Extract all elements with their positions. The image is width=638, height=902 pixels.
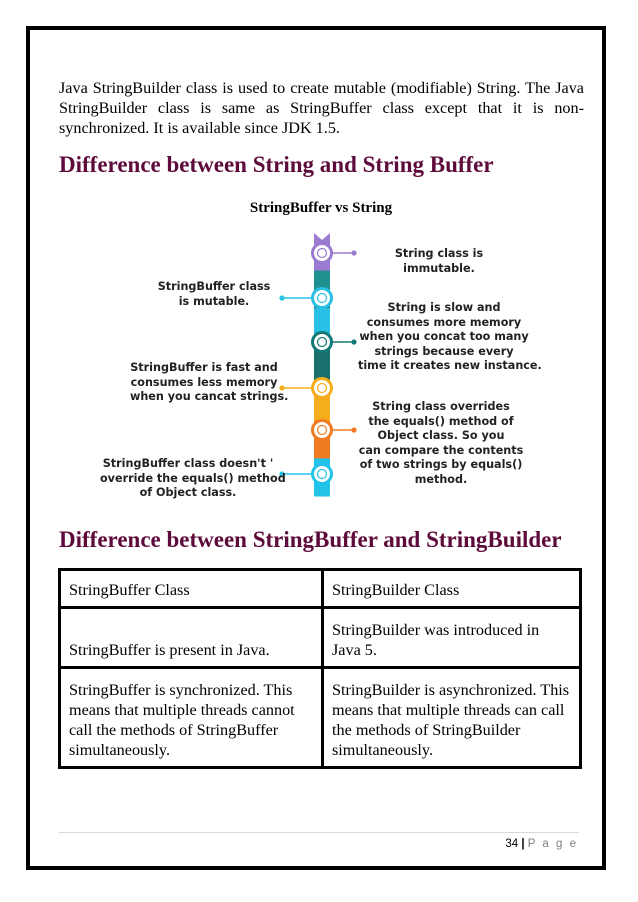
timeline-node-inner <box>318 249 327 258</box>
infographic-title: StringBuffer vs String <box>249 200 393 216</box>
intro-paragraph: Java StringBuilder class is used to create mutable (modifiable) String. The Java StringBuilder class is same as StringBuffer class except that it is non-synchronized. It is available since JDK 1.5. <box>59 79 584 137</box>
timeline-node-inner <box>318 426 327 435</box>
heading-string-vs-stringbuffer: Difference between String and String Buffer <box>59 152 494 177</box>
note-string-immutable: String class is immutable. <box>394 247 484 275</box>
connector-dot <box>351 427 356 432</box>
comparison-table <box>58 568 582 769</box>
stringbuffer-vs-string-infographic <box>96 198 546 503</box>
connector-dot <box>351 250 356 255</box>
page-footer <box>505 838 578 850</box>
note-stringbuffer-fast: StringBuffer is fast and consumes less memory when you cancat strings. <box>130 361 289 403</box>
table-header-row <box>60 570 581 608</box>
timeline-node-inner <box>318 470 327 479</box>
table-header-cell: StringBuilder Class <box>323 570 581 608</box>
timeline-node-inner <box>318 384 327 393</box>
note-string-slow: String is slow and consumes more memory when you concat too many strings because every time it creates new instance. <box>358 301 542 372</box>
note-stringbuffer-mutable: StringBuffer class is mutable. <box>157 280 271 308</box>
table-cell: StringBuilder was introduced in Java 5. <box>323 608 581 668</box>
note-stringbuffer-equals: StringBuffer class doesn't ' override the equals() method of Object class. <box>100 457 286 499</box>
page-label: P a g e <box>527 838 578 850</box>
timeline-node-inner <box>318 338 327 347</box>
footer-divider <box>59 832 579 833</box>
page-number: 34 <box>505 838 519 850</box>
table-cell: StringBuilder is asynchronized. This means that multiple threads can call the methods of StringBuilder simultaneously. <box>323 668 581 768</box>
timeline-node-inner <box>318 294 327 303</box>
table-cell: StringBuffer is present in Java. <box>60 608 323 668</box>
table-cell: StringBuffer is synchronized. This means that multiple threads cannot call the methods of StringBuffer simultaneously. <box>60 668 323 768</box>
note-string-equals: String class overrides the equals() method of Object class. So you can compare the contents of two strings by equals() method. <box>358 400 524 486</box>
heading-stringbuffer-vs-stringbuilder: Difference between StringBuffer and StringBuilder <box>59 527 562 552</box>
table-row <box>60 668 581 768</box>
table-row <box>60 608 581 668</box>
connector-dot <box>351 339 356 344</box>
connector-dot <box>279 295 284 300</box>
table-header-cell: StringBuffer Class <box>60 570 323 608</box>
footer-separator: | <box>521 838 525 850</box>
